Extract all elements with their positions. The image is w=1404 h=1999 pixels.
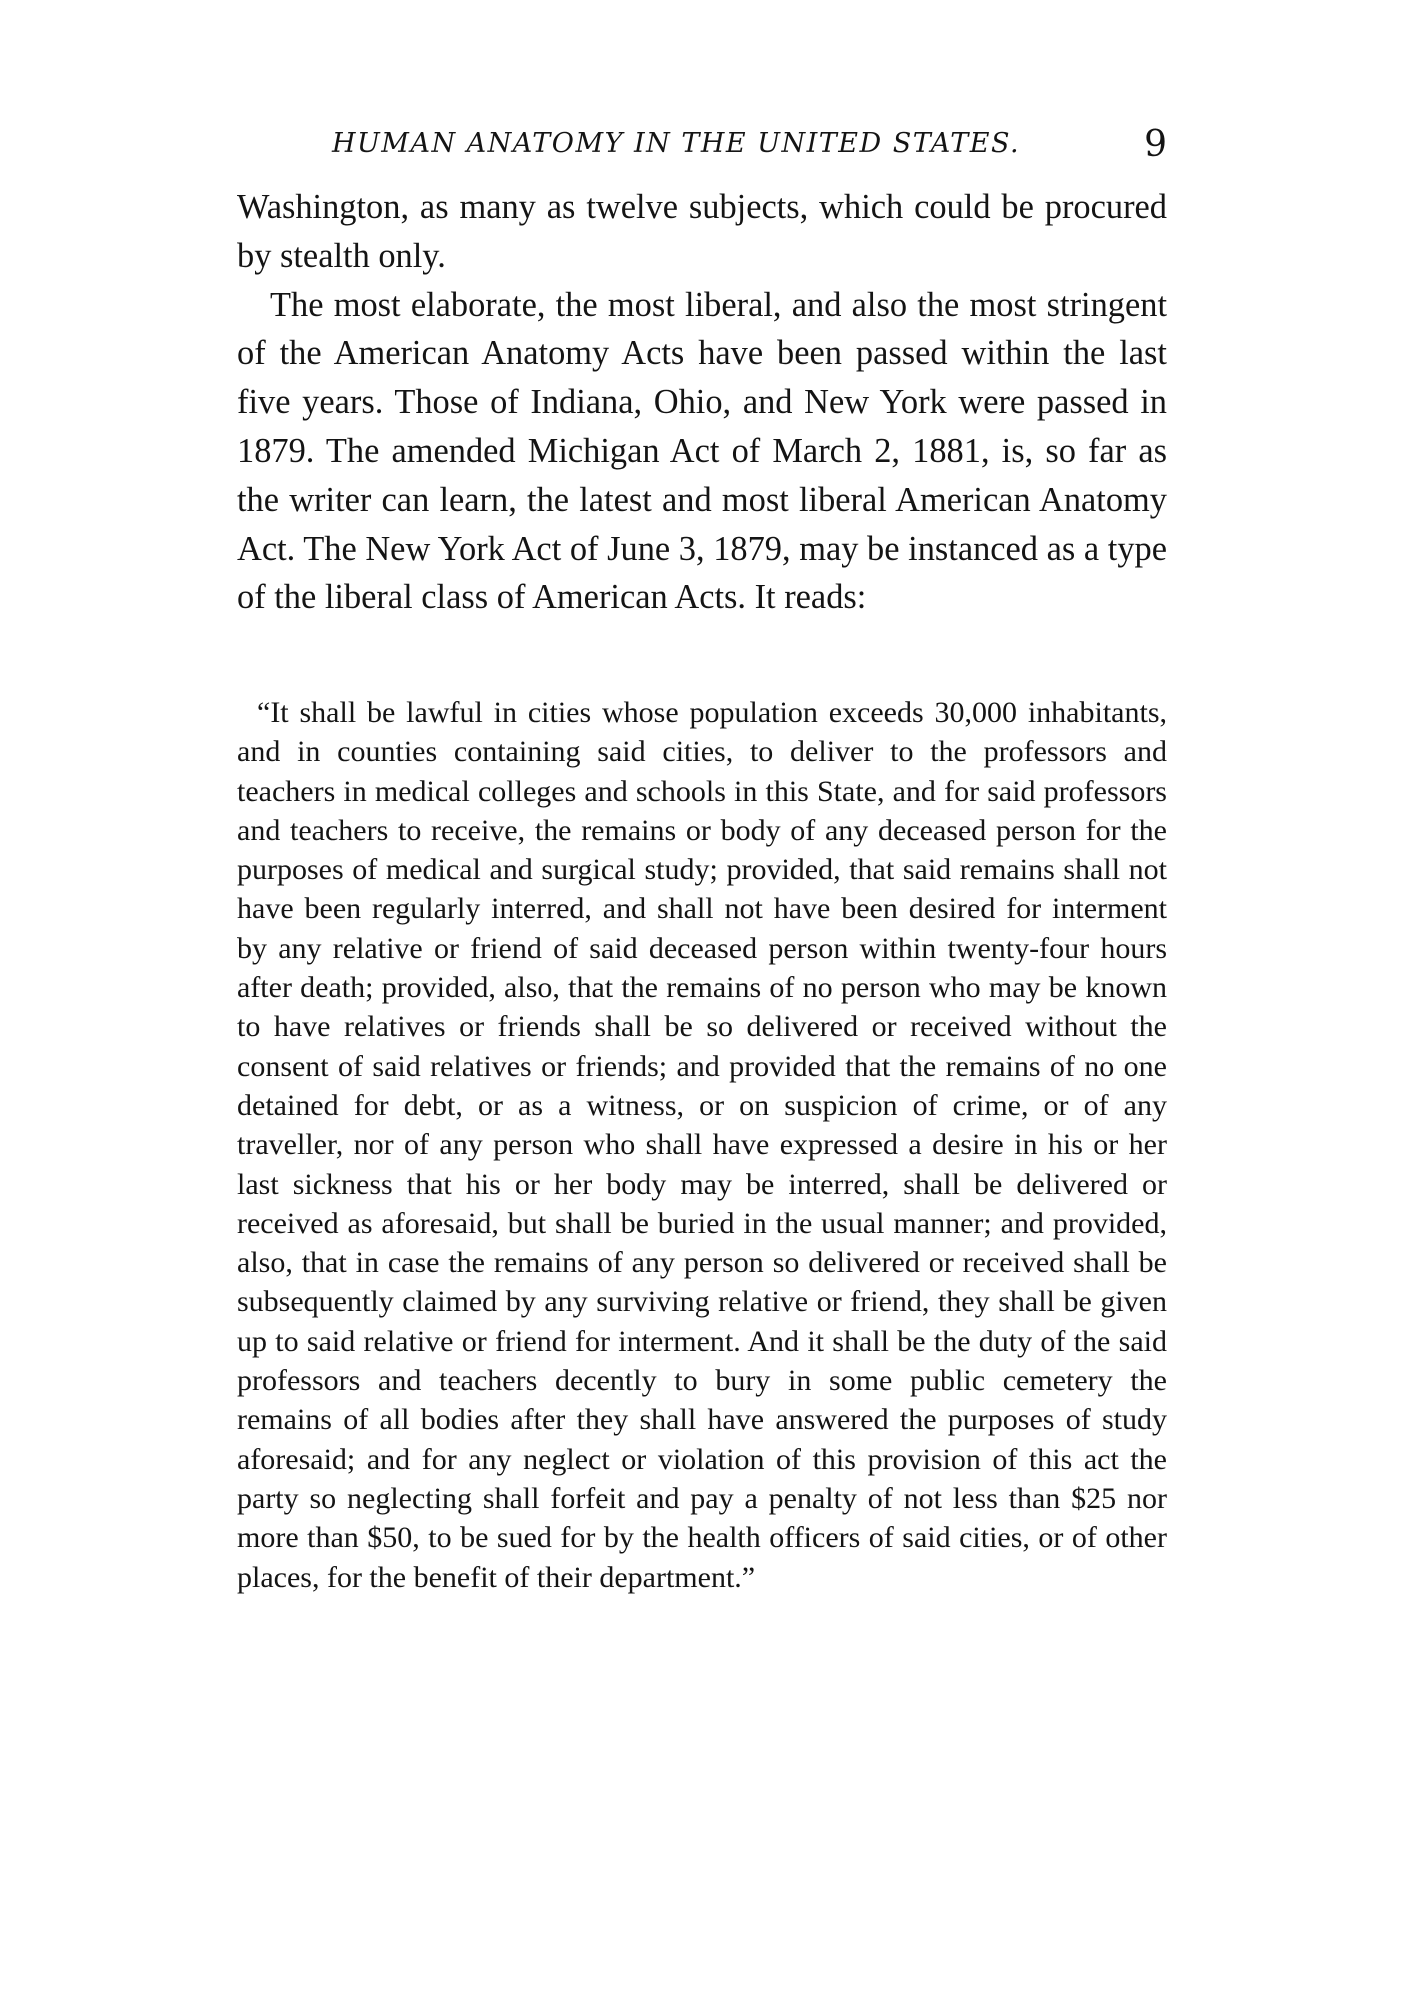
running-title: HUMAN ANATOMY IN THE UNITED STATES. — [332, 128, 1021, 159]
body-text — [237, 183, 1167, 622]
paragraph-continuation: Washington, as many as twelve subjects, which could be procured by stealth only. — [237, 188, 1167, 275]
page-number: 9 — [1144, 124, 1167, 165]
paragraph-anatomy-acts: The most elaborate, the most liberal, and also the most stringent of the American Anatomy Acts have been passed within the last five years. Those of Indiana, Ohio, and New York were passed in 1879. The amended Michigan Act of March 2, 1881, is, so far as the writer can learn, the latest and most liberal American Anatomy Act. The New York Act of June 3, 1879, may be instanced as a type of the liberal class of American Acts. It reads: — [237, 285, 1167, 617]
block-quote-statute: “It shall be lawful in cities whose population exceeds 30,000 inhabitants, and in counties containing said cities, to deliver to the professors and teachers in medical colleges and schools in this State, and for said professors and teachers to receive, the remains or body of any deceased person for the purposes of medical and surgical study; provided, that said remains shall not have been regularly interred, and shall not have been desired for interment by any relative or friend of said deceased person within twenty-four hours after death; provided, also, that the remains of no person who may be known to have relatives or friends shall be so delivered or received without the consent of said relatives or friends; and provided that the remains of no one detained for debt, or as a witness, or on suspicion of crime, or of any traveller, nor of any person who shall have expressed a desire in his or her last sickness that his or her body may be interred, shall be delivered or received as aforesaid, but shall be buried in the usual manner; and provided, also, that in case the remains of any person so delivered or received shall be subsequently claimed by any surviving relative or friend, they shall be given up to said relative or friend for interment. And it shall be the duty of the said professors and teachers decently to bury in some public cemetery the remains of all bodies after they shall have answered the purposes of study aforesaid; and for any neglect or violation of this provision of this act the party so neglecting shall forfeit and pay a penalty of not less than $25 nor more than $50, to be sued for by the health officers of said cities, or of other places, for the benefit of their department.” — [237, 696, 1167, 1594]
running-header — [237, 124, 1167, 168]
